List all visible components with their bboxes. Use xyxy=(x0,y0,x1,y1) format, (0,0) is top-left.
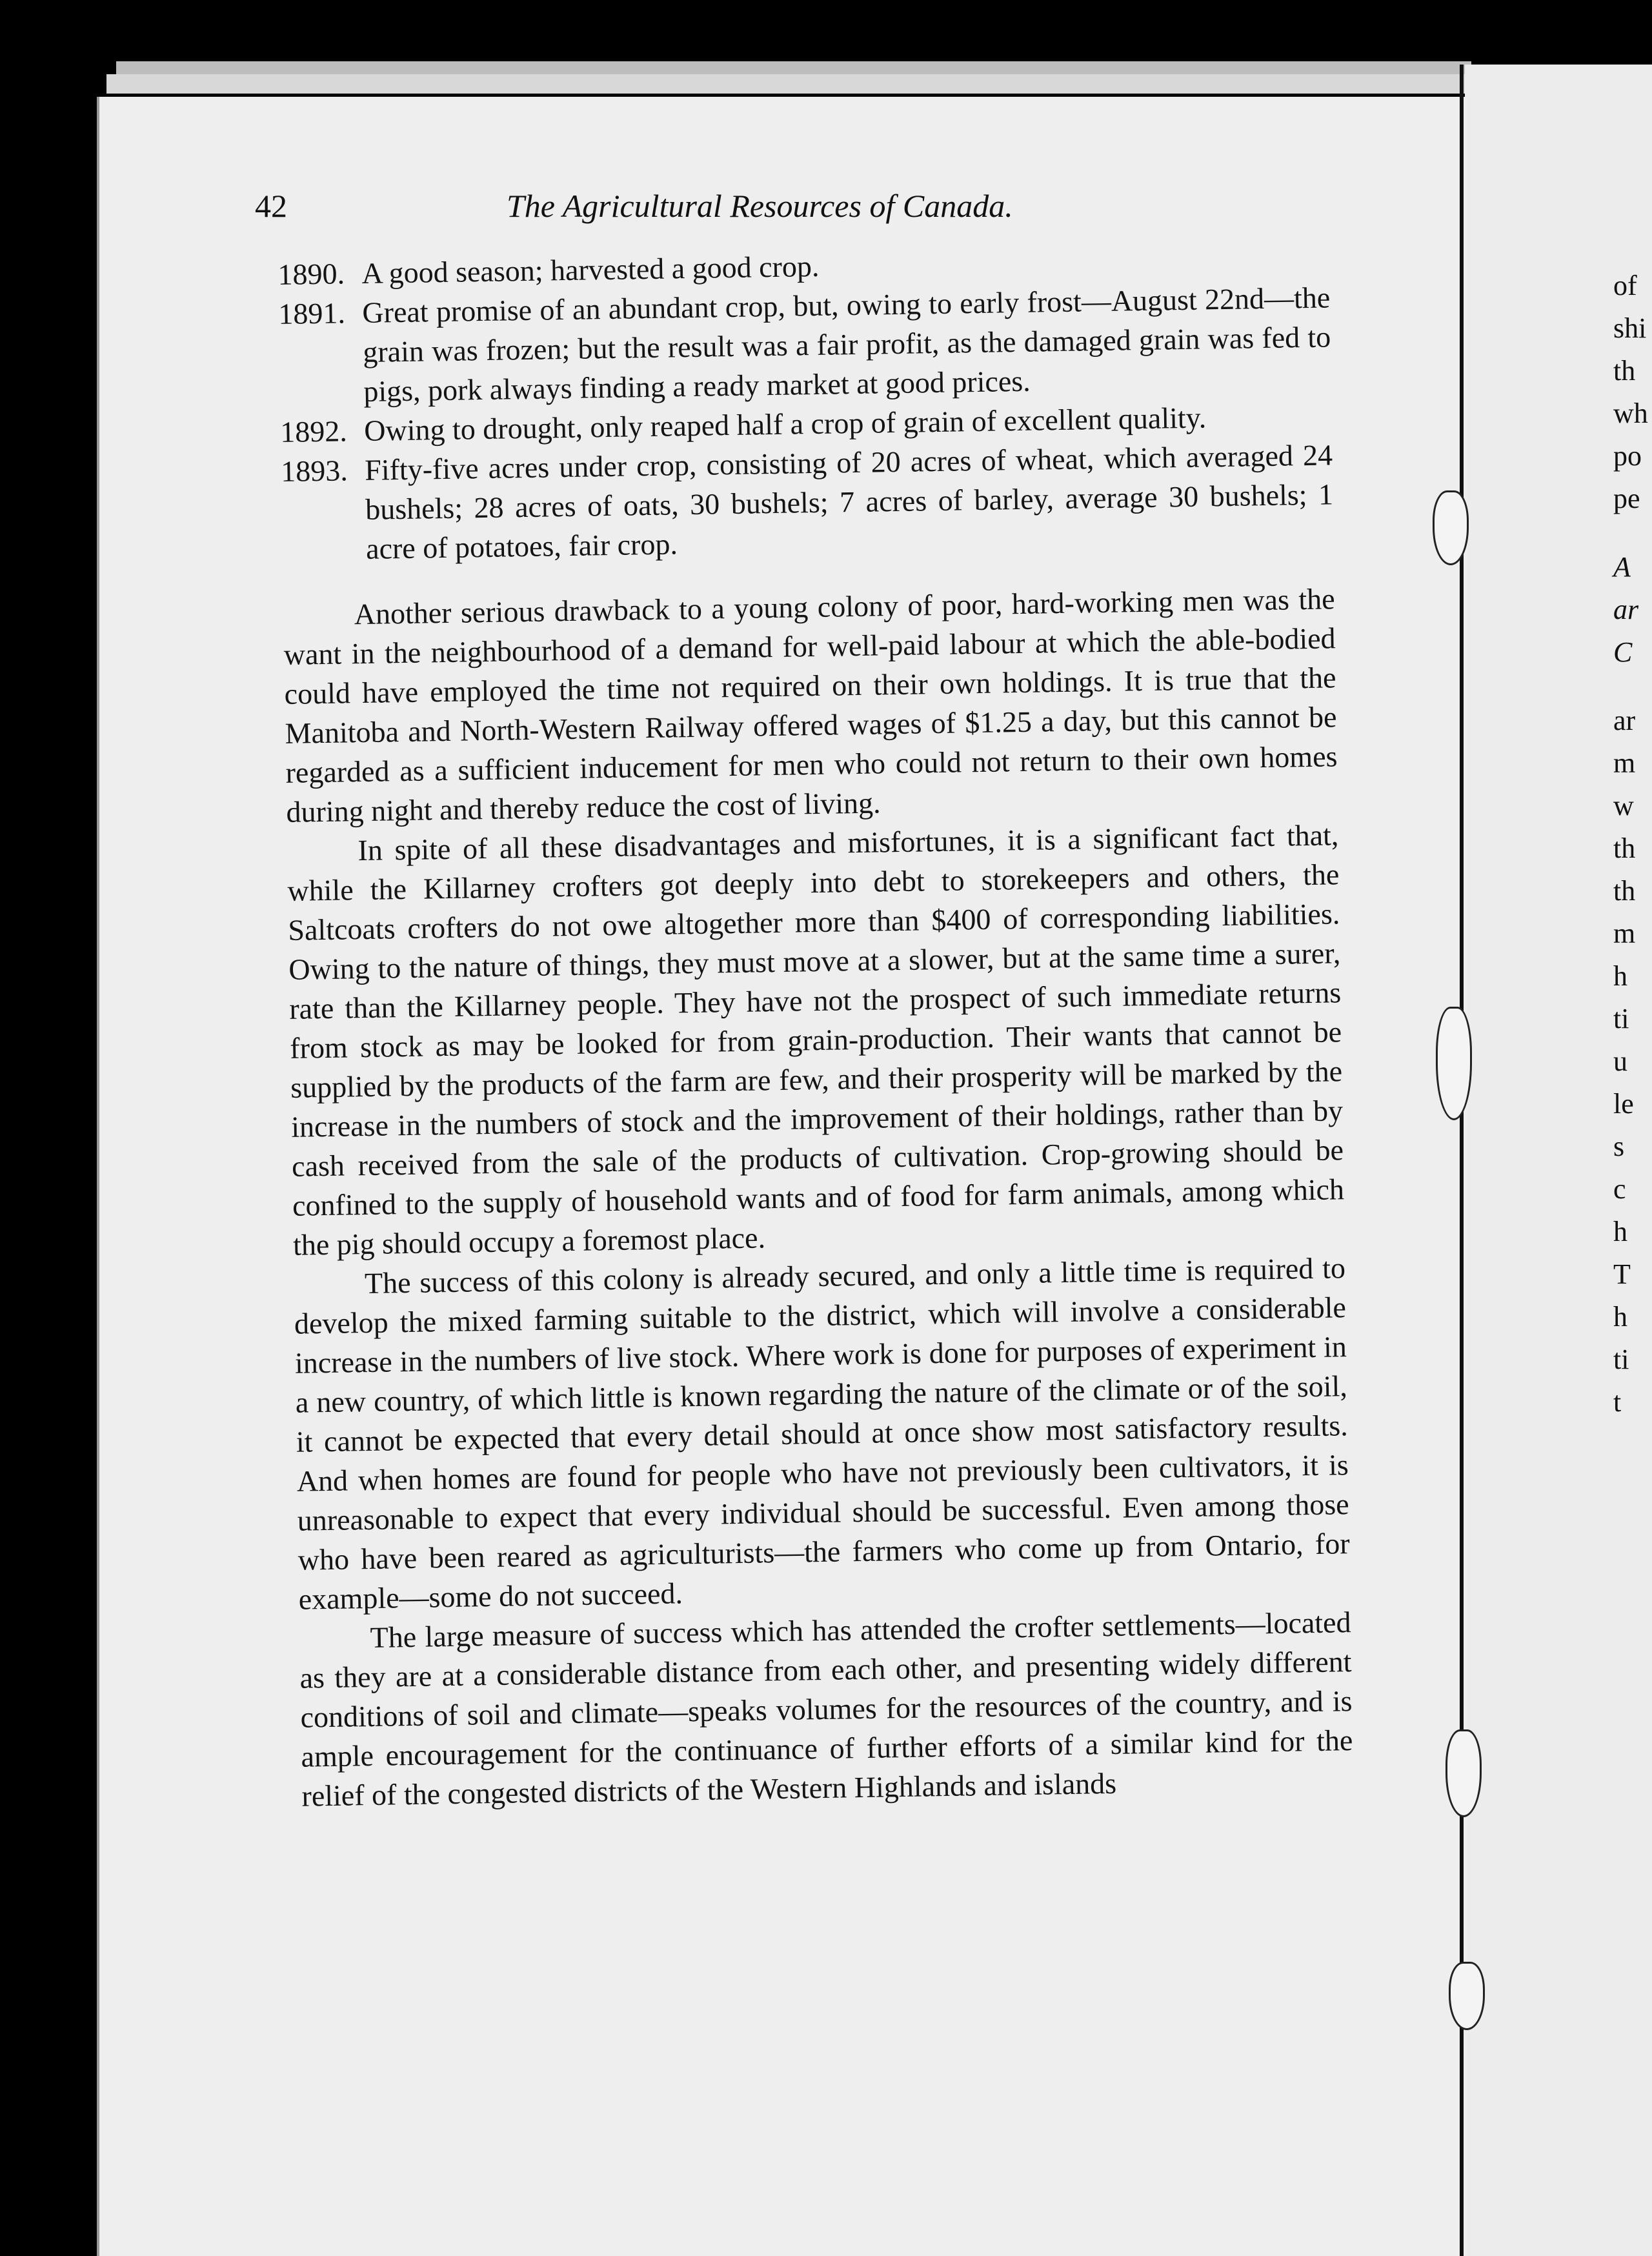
facing-fragment: le xyxy=(1613,1088,1634,1120)
body-paragraph: The success of this colony is already secured, and only a little time is required to develop the mixed farming suitable to the district, which will involve a considerable increase in the numbers of live stock. Where work is done for purposes of experiment in a new country, of which little is known regarding the nature of the climate or of the soil, it cannot be expected that every detail should at once show most satisfactory results. And when homes are found for people who have not previously been cultivators, it is unreasonable to expect that every individual should be successful. Even among those who have been reared as agriculturists—the farmers who come up from Ontario, for example—some do not succeed. xyxy=(294,1251,1350,1616)
facing-fragment: po xyxy=(1613,440,1642,472)
yearly-record-entry xyxy=(278,277,1332,412)
facing-fragment: ar xyxy=(1613,705,1636,736)
entry-text: Great promise of an abundant crop, but, owing to early frost—August 22nd—the grain was frozen; but the result was a fair profit, as the damaged grain was fed to pigs, pork always finding a ready market at good prices. xyxy=(362,281,1331,408)
facing-fragment: u xyxy=(1613,1045,1627,1077)
body-paragraph: In spite of all these disadvantages and misfortunes, it is a significant fact that, while the Killarney crofters got deeply into debt to storekeepers and others, the Saltcoats crofters do not owe altogether more than $400 of corresponding liabilities. Owing to the nature of things, they must move at a slower, but at the same time a surer, rate than the Killarney people. They have not the prospect of such immediate returns from stock as may be looked for from grain-production. Their wants that cannot be supplied by the products of the farm are few, and their prosperity will be marked by the increase in the numbers of stock and the improvement of their holdings, rather than by cash received from the sale of the products of cultivation. Crop-growing should be confined to the supply of household wants and of food for farm animals, among which the pig should occupy a foremost place. xyxy=(287,818,1345,1262)
facing-fragment: s xyxy=(1613,1131,1625,1162)
facing-fragment: c xyxy=(1613,1173,1626,1205)
facing-page-text xyxy=(1613,265,1652,1424)
back-page-edge xyxy=(106,74,1468,94)
facing-fragment: th xyxy=(1613,832,1636,864)
facing-fragment: th xyxy=(1613,875,1636,907)
facing-fragment: T xyxy=(1613,1258,1631,1290)
entry-year: 1890. xyxy=(277,257,345,291)
binding-stitch xyxy=(1446,1729,1482,1817)
facing-fragment: w xyxy=(1613,790,1634,821)
entry-text: Owing to drought, only reaped half a crop of grain of excellent quality. xyxy=(363,401,1207,447)
facing-heading-fragment: A xyxy=(1613,551,1631,583)
facing-fragment: of xyxy=(1613,270,1637,301)
facing-fragment: h xyxy=(1613,1301,1627,1333)
facing-fragment: m xyxy=(1613,747,1636,779)
entry-year: 1891. xyxy=(278,296,346,330)
binding-stitch xyxy=(1433,490,1469,565)
facing-fragment: t xyxy=(1613,1386,1622,1418)
facing-fragment: ti xyxy=(1613,1003,1629,1034)
facing-fragment: h xyxy=(1613,960,1627,992)
facing-fragment: pe xyxy=(1613,483,1640,514)
entry-year: 1893. xyxy=(280,454,348,488)
binding-stitch xyxy=(1449,1962,1485,2030)
facing-fragment: ti xyxy=(1613,1344,1629,1375)
entry-text: Fifty-five acres under crop, consisting of 20 acres of wheat, which averaged 24 bushels; 28 acres of oats, 30 bushels; 7 acres of barley, average 30 bushels; 1 acre of potatoes, fair crop. xyxy=(364,438,1334,565)
facing-fragment: shi xyxy=(1613,312,1647,344)
facing-fragment: m xyxy=(1613,918,1636,949)
page-body xyxy=(277,238,1354,1815)
facing-fragment: th xyxy=(1613,355,1636,387)
page-number: 42 xyxy=(255,188,287,224)
body-paragraph: The large measure of success which has attended the crofter settlements—located as they are at a considerable distance from each other, and presenting widely different conditions of soil and climate—speaks volumes for the resources of the country, and is ample encouragement for the continuance of further efforts of a similar kind for the relief of the congested districts of the Western Highlands and islands xyxy=(299,1606,1353,1813)
yearly-record-entry xyxy=(281,435,1335,570)
facing-heading-fragment: C xyxy=(1613,636,1633,668)
entry-text: A good season; harvested a good crop. xyxy=(361,249,820,290)
body-paragraph: Another serious drawback to a young colony of poor, hard-working men was the want in the neighbourhood of a demand for well-paid labour at which the able-bodied could have employed the time not required on their own holdings. It is true that the Manitoba and North-Western Railway offered wages of $1.25 a day, but this cannot be regarded as a sufficient inducement for men who could not return to their own homes during night and thereby reduce the cost of living. xyxy=(283,582,1338,829)
binding-stitch xyxy=(1436,1007,1472,1120)
facing-fragment: wh xyxy=(1613,398,1648,429)
running-title: The Agricultural Resources of Canada. xyxy=(507,188,1013,224)
facing-heading-fragment: ar xyxy=(1613,594,1639,625)
facing-fragment: h xyxy=(1613,1216,1627,1247)
binding-gutter xyxy=(1460,65,1464,2256)
entry-year: 1892. xyxy=(279,414,348,448)
